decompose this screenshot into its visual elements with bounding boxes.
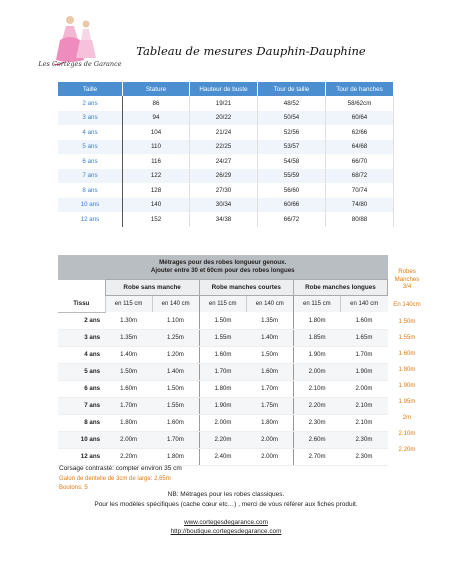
length-cell: 1.90m xyxy=(293,346,340,363)
group-manches-courtes: Robe manches courtes xyxy=(199,280,293,296)
size-cell: 122 xyxy=(123,169,190,184)
boutique-link[interactable]: http://boutique.cortegesdegarance.com xyxy=(170,528,282,535)
table-row xyxy=(58,96,394,111)
side-value: 2.10m xyxy=(398,430,416,437)
size-label: 7 ans xyxy=(58,169,123,184)
length-cell: 2.00m xyxy=(246,431,293,448)
length-cell: 2.20m xyxy=(199,431,246,448)
size-cell: 52/56 xyxy=(258,125,326,140)
length-cell: 1.35m xyxy=(246,312,293,329)
length-cell: 1.60m xyxy=(199,346,246,363)
table-row xyxy=(58,380,388,397)
side-value: 1.80m xyxy=(398,366,416,373)
length-cell: 1.60m xyxy=(340,312,387,329)
row-label: 10 ans xyxy=(58,431,105,448)
length-cell: 1.50m xyxy=(199,312,246,329)
length-cell: 1.80m xyxy=(199,380,246,397)
note-galon: Galon de dentelle de 3cm de large: 2,65m xyxy=(59,476,171,482)
row-label: 3 ans xyxy=(58,329,105,346)
size-cell: 62/66 xyxy=(326,125,394,140)
side-value: 2m xyxy=(402,414,412,421)
row-label: 6 ans xyxy=(58,380,105,397)
size-cell: 50/54 xyxy=(258,111,326,126)
length-cell: 1.80m xyxy=(105,414,152,431)
note-nb-specific: Pour les modèles spécifiques (cache cœur etc…) , merci de vous référer aux fiches produit. xyxy=(94,501,358,508)
length-cell: 2.30m xyxy=(293,414,340,431)
size-cell: 74/80 xyxy=(326,198,394,213)
length-cell: 1.70m xyxy=(246,380,293,397)
group-spacer xyxy=(58,280,105,296)
size-cell: 53/57 xyxy=(258,140,326,155)
header-taille: Taille xyxy=(58,82,123,96)
length-cell: 2.10m xyxy=(293,380,340,397)
side-tissu: En 140cm xyxy=(393,301,421,308)
size-cell: 128 xyxy=(123,183,190,198)
table-row xyxy=(58,111,394,126)
size-cell: 24/27 xyxy=(190,154,258,169)
length-cell: 2.00m xyxy=(293,363,340,380)
size-cell: 116 xyxy=(123,154,190,169)
size-label: 10 ans xyxy=(58,198,123,213)
size-cell: 70/74 xyxy=(326,183,394,198)
length-cell: 1.80m xyxy=(246,414,293,431)
length-cell: 1.55m xyxy=(152,397,199,414)
table-row xyxy=(58,448,388,465)
size-cell: 66/70 xyxy=(326,154,394,169)
side-header-line2: Manches xyxy=(394,275,420,283)
length-cell: 1.60m xyxy=(152,414,199,431)
length-cell: 1.50m xyxy=(246,346,293,363)
length-cell: 2.30m xyxy=(340,431,387,448)
length-cell: 2.70m xyxy=(293,448,340,465)
table-row xyxy=(58,414,388,431)
length-cell: 1.10m xyxy=(152,312,199,329)
size-label: 2 ans xyxy=(58,96,123,111)
side-column-manches-3-4 xyxy=(392,268,422,458)
length-cell: 1.40m xyxy=(105,346,152,363)
length-cell: 1.40m xyxy=(246,329,293,346)
size-cell: 34/38 xyxy=(190,212,258,227)
size-cell: 94 xyxy=(123,111,190,126)
size-cell: 56/60 xyxy=(258,183,326,198)
size-cell: 58/62cm xyxy=(326,96,394,111)
side-value: 1.60m xyxy=(398,350,416,357)
side-header-line3: 3/4 xyxy=(402,283,412,290)
page-title: Tableau de mesures Dauphin-Dauphine xyxy=(136,44,366,58)
length-cell: 1.40m xyxy=(152,363,199,380)
size-cell: 48/52 xyxy=(258,96,326,111)
size-cell: 66/72 xyxy=(258,212,326,227)
length-cell: 2.30m xyxy=(340,448,387,465)
length-cell: 1.70m xyxy=(105,397,152,414)
length-cell: 1.50m xyxy=(105,363,152,380)
length-header-line1: Métrages pour des robes longueur genoux. xyxy=(159,259,287,267)
length-cell: 1.80m xyxy=(293,312,340,329)
brand-logo-text: Les Cortèges de Garance xyxy=(38,60,122,68)
size-cell: 60/64 xyxy=(326,111,394,126)
side-value: 2.20m xyxy=(398,446,416,453)
row-label: 4 ans xyxy=(58,346,105,363)
side-header-line1: Robes xyxy=(398,268,416,275)
size-table xyxy=(58,82,394,227)
table-row xyxy=(58,431,388,448)
size-cell: 54/58 xyxy=(258,154,326,169)
length-cell: 2.40m xyxy=(199,448,246,465)
length-cell: 1.65m xyxy=(340,329,387,346)
sub-header: en 115 cm xyxy=(105,296,152,313)
length-cell: 2.00m xyxy=(246,448,293,465)
note-nb: NB: Métrages pour les robes classiques. xyxy=(167,491,285,498)
length-cell: 1.90m xyxy=(340,363,387,380)
size-cell: 68/72 xyxy=(326,169,394,184)
header-tour-taille: Tour de taille xyxy=(258,82,326,96)
size-cell: 104 xyxy=(123,125,190,140)
size-cell: 86 xyxy=(123,96,190,111)
table-row xyxy=(58,169,394,184)
length-cell: 2.10m xyxy=(340,414,387,431)
group-sans-manche: Robe sans manche xyxy=(105,280,199,296)
length-cell: 1.70m xyxy=(199,363,246,380)
note-boutons: Boutons: 5 xyxy=(59,485,88,491)
length-cell: 2.00m xyxy=(199,414,246,431)
length-cell: 2.10m xyxy=(340,397,387,414)
length-cell: 1.75m xyxy=(246,397,293,414)
header-tour-hanches: Tour de hanches xyxy=(326,82,394,96)
size-cell: 21/24 xyxy=(190,125,258,140)
size-cell: 140 xyxy=(123,198,190,213)
length-cell: 2.60m xyxy=(293,431,340,448)
length-cell: 1.60m xyxy=(105,380,152,397)
table-row xyxy=(58,154,394,169)
header-stature: Stature xyxy=(123,82,190,96)
length-cell: 1.50m xyxy=(152,380,199,397)
length-cell: 1.85m xyxy=(293,329,340,346)
length-cell: 1.80m xyxy=(152,448,199,465)
size-cell: 19/21 xyxy=(190,96,258,111)
length-cell: 1.20m xyxy=(152,346,199,363)
side-value: 1.90m xyxy=(398,382,416,389)
size-table-header xyxy=(58,82,394,96)
table-row xyxy=(58,140,394,155)
length-table xyxy=(58,255,388,466)
length-cell: 2.20m xyxy=(293,397,340,414)
length-table-header xyxy=(58,255,388,280)
tissu-label: Tissu xyxy=(58,296,105,313)
size-cell: 152 xyxy=(123,212,190,227)
note-corsage: Corsage contrasté: compter environ 35 cm xyxy=(59,465,182,472)
size-cell: 22/25 xyxy=(190,140,258,155)
size-cell: 80/88 xyxy=(326,212,394,227)
size-cell: 30/34 xyxy=(190,198,258,213)
length-cell: 1.60m xyxy=(246,363,293,380)
size-cell: 110 xyxy=(123,140,190,155)
size-label: 8 ans xyxy=(58,183,123,198)
length-cell: 2.00m xyxy=(105,431,152,448)
size-cell: 26/29 xyxy=(190,169,258,184)
side-value: 1.55m xyxy=(398,334,416,341)
sub-header: en 115 cm xyxy=(199,296,246,313)
side-header xyxy=(392,268,422,298)
row-label: 12 ans xyxy=(58,448,105,465)
size-cell: 64/68 xyxy=(326,140,394,155)
table-row xyxy=(58,346,388,363)
length-cell: 2.00m xyxy=(340,380,387,397)
length-cell: 1.30m xyxy=(105,312,152,329)
sub-header: en 140 cm xyxy=(246,296,293,313)
size-label: 4 ans xyxy=(58,125,123,140)
size-label: 3 ans xyxy=(58,111,123,126)
table-row xyxy=(58,397,388,414)
sub-header: en 115 cm xyxy=(293,296,340,313)
header-hauteur-buste: Hauteur de buste xyxy=(190,82,258,96)
side-value: 1.50m xyxy=(398,318,416,325)
length-header-line2: Ajouter entre 30 et 60cm pour des robes longues xyxy=(150,267,295,274)
size-label: 5 ans xyxy=(58,140,123,155)
group-manches-longues: Robe manches longues xyxy=(293,280,387,296)
row-label: 7 ans xyxy=(58,397,105,414)
table-row xyxy=(58,125,394,140)
table-row xyxy=(58,198,394,213)
row-label: 2 ans xyxy=(58,312,105,329)
length-cell: 2.20m xyxy=(105,448,152,465)
row-label: 8 ans xyxy=(58,414,105,431)
sub-header: en 140 cm xyxy=(152,296,199,313)
row-label: 5 ans xyxy=(58,363,105,380)
length-cell: 1.70m xyxy=(152,431,199,448)
length-cell: 1.25m xyxy=(152,329,199,346)
length-cell: 1.35m xyxy=(105,329,152,346)
length-cell: 1.70m xyxy=(340,346,387,363)
website-link[interactable]: www.cortegesdegarance.com xyxy=(184,519,268,526)
size-label: 12 ans xyxy=(58,212,123,227)
size-cell: 60/66 xyxy=(258,198,326,213)
table-row xyxy=(58,212,394,227)
side-value: 1.95m xyxy=(398,398,416,405)
size-label: 6 ans xyxy=(58,154,123,169)
table-row xyxy=(58,183,394,198)
sub-header: en 140 cm xyxy=(340,296,387,313)
table-row xyxy=(58,363,388,380)
length-cell: 1.90m xyxy=(199,397,246,414)
size-cell: 20/22 xyxy=(190,111,258,126)
dress-illustration-icon xyxy=(54,16,96,65)
length-cell: 1.55m xyxy=(199,329,246,346)
table-row xyxy=(58,312,388,329)
size-cell: 55/59 xyxy=(258,169,326,184)
table-row xyxy=(58,329,388,346)
size-cell: 27/30 xyxy=(190,183,258,198)
